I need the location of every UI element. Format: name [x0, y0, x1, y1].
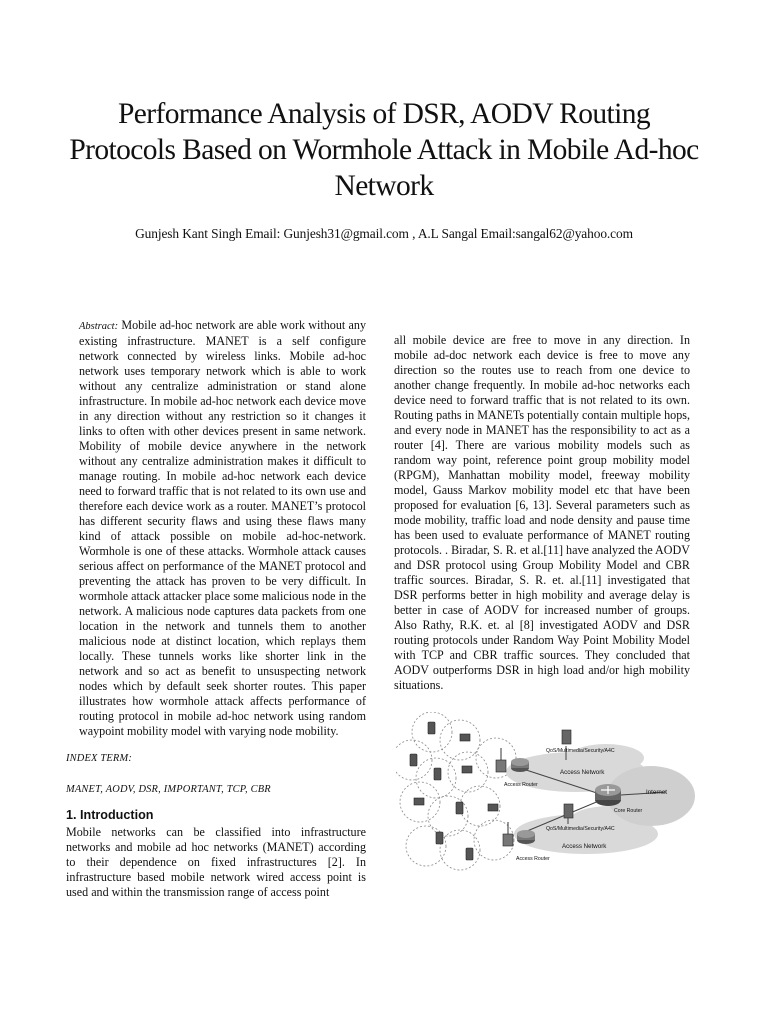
figure-label: QoS/Multimedia/Security/A4C [546, 748, 615, 754]
authors-line: Gunjesh Kant Singh Email: Gunjesh31@gmail.com , A.L Sangal Email:sangal62@yahoo.com [135, 226, 633, 241]
laptop-icon [414, 798, 424, 805]
figure-label: QoS/Multimedia/Security/A4C [546, 826, 615, 832]
phone-icon [410, 754, 417, 766]
phone-icon [434, 768, 441, 780]
mobile-devices [410, 722, 498, 860]
mobility-ranges [396, 712, 516, 870]
right-column [394, 333, 690, 693]
abstract-text: Mobile ad-hoc network are able work without any existing infrastructure. MANET is a self configure network connected by wireless links. Mobile ad-hoc network uses temporary network which is able to work without any centralize administration or stand alone infrastructure. In mobile ad-hoc network each device move in any direction without any restriction so it changes it links to often with other devices present in same network. Mobility of mobile device anywhere in the network without any centralize administration makes it difficult to manage routing. In mobile ad-hoc network each device need to forward traffic that is not related to its own use and therefore each device work as a router. MANET’s protocol has different security flaws and using these flaws many kind of attack possible on mobile ad-hoc-network. Wormhole is one of these attacks. Wormhole attack causes serious affect on performance of the MANET protocol and preventing the attack has proven to be very difficult. In wormhole attack attacker place some malicious node in the network. A malicious node captures data packets from one location in the network and tunnels them to another malicious node at distinct location, which replays them locally. These tunnels works like shorter link in the network and so act as benefit to unsuspecting network nodes which by default seek shorter routes. This paper illustrates how wormhole attack affects performance of routing protocol in mobile ad-hoc network using random waypoint mobility model with varying node mobility. [79, 318, 367, 738]
figure-label: Access Router [516, 856, 550, 862]
right-column-text: all mobile device are free to move in any direction. In mobile ad-doc network each device is free to move any direction so the routes use to reach from one device to another change frequently. In mobile ad-hoc networks each device need to forward traffic that is not related to its own. Routing paths in MANETs potentially contain multiple hops, and every node in MANET has the responsibility to act as a router [4]. There are various mobility models such as random way point, reference point group mobility model (RPGM), Manhattan mobility model, freeway mobility model, Gauss Markov mobility model etc that have been proposed for evaluation [6, 13]. Several parameters such as mode mobility, traffic load and node density and pause time has been used to evaluate performance of MANET routing protocols. . Biradar, S. R. et al.[11] have analyzed the AODV and DSR protocol using Group Mobility Model and CBR traffic sources. Biradar, S. R. et. al.[11] investigated that DSR performs better in high mobility and average delay is better in case of AODV for increased number of groups. Also Rathy, R.K. et. al [8] investigated AODV and DSR routing protocols under Random Way Point Mobility Model with TCP and CBR traffic sources. They concluded that AODV outperforms DSR in high load and/or high mobility situations. [394, 333, 690, 692]
paper-title [40, 96, 728, 204]
left-column [66, 318, 366, 900]
phone-icon [466, 848, 473, 860]
figure-label: Internet [646, 789, 667, 796]
access-router-top-node [496, 748, 529, 772]
title-line: Performance Analysis of DSR, AODV Routing [117, 98, 651, 130]
laptop-icon [488, 804, 498, 811]
index-term-label: INDEX TERM: [66, 753, 132, 764]
phone-icon [428, 722, 435, 734]
abstract-label: Abstract: [79, 321, 119, 332]
index-term-words: MANET, AODV, DSR, IMPORTANT, TCP, CBR [66, 784, 271, 795]
figure-label: Access Network [560, 769, 605, 776]
intro-text: Mobile networks can be classified into infrastructure networks and mobile ad hoc networks (MANET) according to their dependence on fixed infrastructures [2]. In infrastructure based mobile network wired access point is used and within the transmission range of access point [66, 825, 366, 899]
network-architecture-figure [396, 712, 696, 882]
phone-icon [436, 832, 443, 844]
server-icon [562, 730, 571, 744]
figure-label: Access Network [562, 843, 607, 850]
laptop-icon [460, 734, 470, 741]
title-line: Protocols Based on Wormhole Attack in Mobile Ad-hoc [69, 134, 699, 166]
figure-label: Access Router [504, 782, 538, 788]
abstract [66, 318, 366, 739]
core-router-node [595, 784, 621, 806]
figure-label: Core Router [614, 808, 643, 814]
intro-heading: 1. Introduction [66, 808, 154, 822]
server-icon [564, 804, 573, 818]
laptop-icon [462, 766, 472, 773]
title-line: Network [334, 170, 434, 202]
phone-icon [456, 802, 463, 814]
